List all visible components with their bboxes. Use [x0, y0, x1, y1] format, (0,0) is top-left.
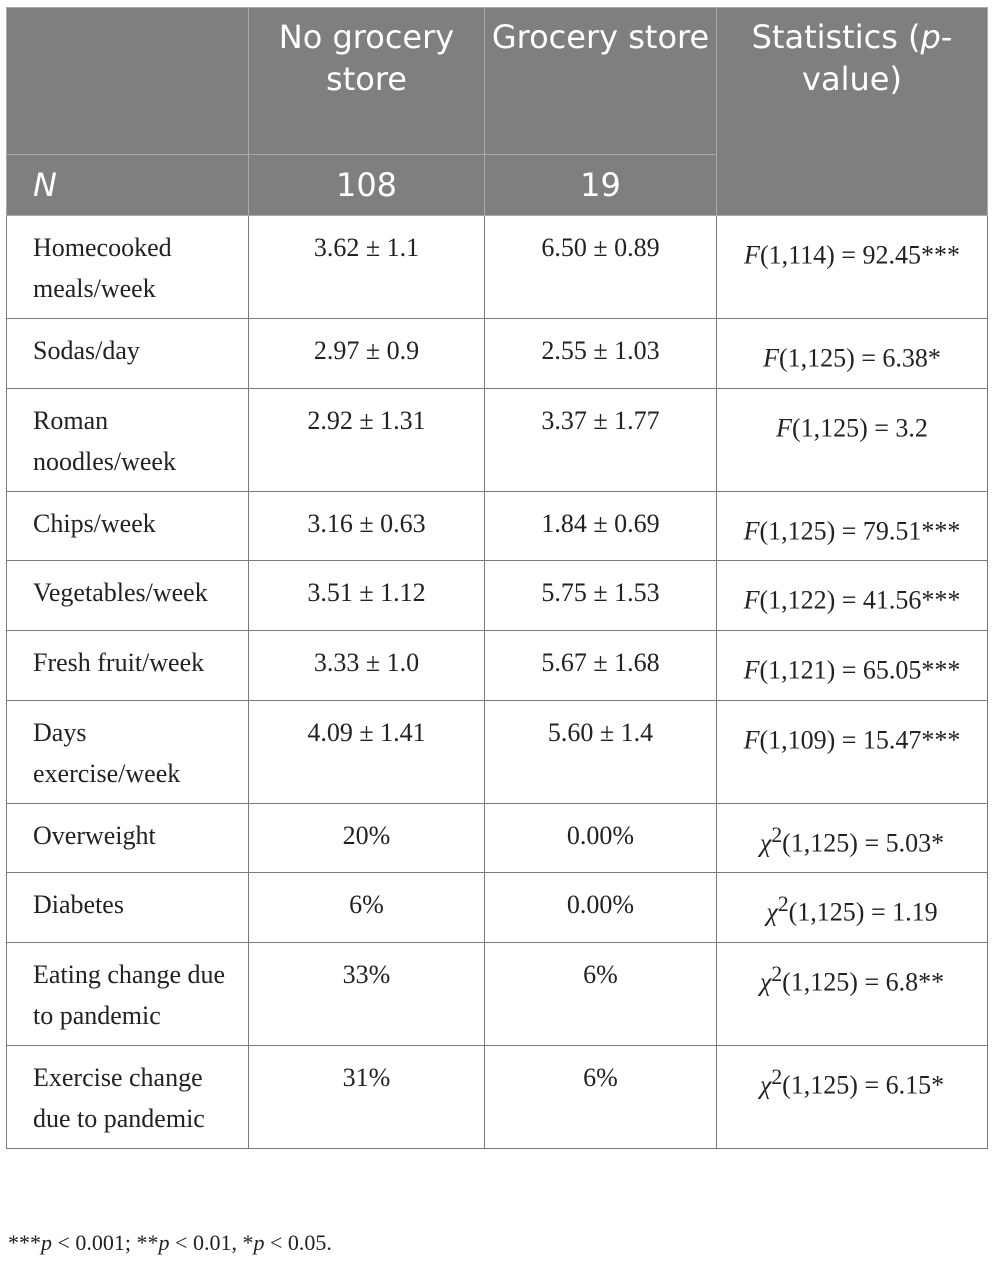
table-row — [7, 216, 988, 319]
row-label: Roman noodles/week — [7, 388, 249, 491]
row-label: Homecooked meals/week — [7, 216, 249, 319]
no-grocery-store-value: 4.09 ± 1.41 — [249, 700, 485, 803]
no-grocery-store-value: 2.97 ± 0.9 — [249, 319, 485, 389]
table-row — [7, 700, 988, 803]
no-grocery-store-value: 3.33 ± 1.0 — [249, 630, 485, 700]
no-grocery-store-value: 3.62 ± 1.1 — [249, 216, 485, 319]
statistic-superscript: 2 — [771, 961, 783, 986]
statistic-text: (1,114) = 92.45*** — [759, 240, 960, 270]
statistic-value — [717, 561, 988, 631]
statistic-symbol: F — [776, 413, 792, 443]
grocery-store-value: 0.00% — [485, 803, 717, 873]
statistic-value — [717, 700, 988, 803]
grocery-store-value: 0.00% — [485, 873, 717, 943]
grocery-store-value: 5.60 ± 1.4 — [485, 700, 717, 803]
statistic-symbol: F — [743, 655, 760, 685]
table-row — [7, 491, 988, 561]
row-label: Fresh fruit/week — [7, 630, 249, 700]
grocery-store-value: 6.50 ± 0.89 — [485, 216, 717, 319]
table-row — [7, 561, 988, 631]
statistic-value — [717, 388, 988, 491]
no-grocery-store-value: 3.16 ± 0.63 — [249, 491, 485, 561]
n-grocery-store: 19 — [485, 155, 717, 216]
row-label: Diabetes — [7, 873, 249, 943]
grocery-store-value: 6% — [485, 1045, 717, 1148]
table-row — [7, 803, 988, 873]
statistic-value — [717, 491, 988, 561]
header-grocery-store: Grocery store — [485, 8, 717, 155]
grocery-store-value: 1.84 ± 0.69 — [485, 491, 717, 561]
table-header — [7, 8, 988, 216]
statistic-value — [717, 216, 988, 319]
row-label: Eating change due to pandemic — [7, 942, 249, 1045]
n-label: N — [7, 155, 249, 216]
footnote-text-2: < 0.01, * — [169, 1230, 254, 1255]
no-grocery-store-value: 20% — [249, 803, 485, 873]
table-row — [7, 319, 988, 389]
grocery-store-value: 5.75 ± 1.53 — [485, 561, 717, 631]
grocery-store-value: 5.67 ± 1.68 — [485, 630, 717, 700]
statistic-symbol: χ — [759, 1070, 772, 1100]
header-no-grocery-store: No grocery store — [249, 8, 485, 155]
footnote-text-1: < 0.001; ** — [52, 1230, 159, 1255]
header-statistics-prefix: Statistics ( — [751, 18, 921, 56]
statistic-symbol: χ — [766, 897, 778, 927]
statistic-value — [717, 630, 988, 700]
statistic-superscript: 2 — [777, 892, 789, 917]
row-label: Sodas/day — [7, 319, 249, 389]
statistic-text: (1,125) = 79.51*** — [759, 516, 961, 546]
statistic-text: (1,125) = 6.38* — [778, 343, 941, 373]
statistic-value — [717, 942, 988, 1045]
significance-footnote — [8, 1230, 332, 1256]
grocery-store-value: 3.37 ± 1.77 — [485, 388, 717, 491]
statistic-value — [717, 319, 988, 389]
statistic-text: (1,125) = 6.8** — [782, 967, 945, 997]
statistic-symbol: F — [743, 585, 760, 615]
no-grocery-store-value: 2.92 ± 1.31 — [249, 388, 485, 491]
row-label: Chips/week — [7, 491, 249, 561]
row-label: Vegetables/week — [7, 561, 249, 631]
no-grocery-store-value: 33% — [249, 942, 485, 1045]
statistic-symbol: χ — [759, 967, 772, 997]
statistic-value — [717, 873, 988, 943]
footnote-text-3: < 0.05. — [264, 1230, 332, 1255]
statistic-value — [717, 803, 988, 873]
statistic-superscript: 2 — [771, 822, 783, 847]
no-grocery-store-value: 3.51 ± 1.12 — [249, 561, 485, 631]
statistic-text: (1,109) = 15.47*** — [759, 725, 961, 755]
table-row — [7, 630, 988, 700]
grocery-store-value: 2.55 ± 1.03 — [485, 319, 717, 389]
footnote-p-3: p — [253, 1230, 265, 1255]
row-label: Days exercise/week — [7, 700, 249, 803]
statistic-text: (1,125) = 5.03* — [782, 828, 945, 858]
footnote-p-1: p — [41, 1230, 52, 1255]
header-statistics — [717, 8, 988, 216]
header-row — [7, 8, 988, 155]
statistic-symbol: F — [743, 725, 760, 755]
header-statistics-p: p — [920, 18, 941, 56]
statistic-text: (1,125) = 6.15* — [782, 1070, 945, 1100]
results-table — [6, 7, 988, 1149]
statistic-text: (1,125) = 3.2 — [791, 413, 928, 443]
n-no-grocery-store: 108 — [249, 155, 485, 216]
table-row — [7, 388, 988, 491]
statistic-text: (1,121) = 65.05*** — [759, 655, 961, 685]
row-label: Exercise change due to pandemic — [7, 1045, 249, 1148]
statistic-text: (1,125) = 1.19 — [788, 897, 938, 927]
statistic-symbol: F — [763, 343, 779, 373]
footnote-stars-1: *** — [8, 1230, 41, 1255]
statistic-value — [717, 1045, 988, 1148]
no-grocery-store-value: 6% — [249, 873, 485, 943]
grocery-store-value: 6% — [485, 942, 717, 1045]
statistic-text: (1,122) = 41.56*** — [759, 585, 961, 615]
header-corner-cell — [7, 8, 249, 155]
statistic-symbol: F — [743, 516, 760, 546]
footnote-p-2: p — [158, 1230, 170, 1255]
statistic-symbol: F — [744, 240, 760, 270]
table-row — [7, 873, 988, 943]
table-row — [7, 942, 988, 1045]
table-row — [7, 1045, 988, 1148]
no-grocery-store-value: 31% — [249, 1045, 485, 1148]
statistic-superscript: 2 — [771, 1064, 783, 1089]
statistic-symbol: χ — [759, 828, 772, 858]
row-label: Overweight — [7, 803, 249, 873]
table-body — [7, 216, 988, 1149]
header-statistics-suffix: -value) — [802, 18, 953, 98]
